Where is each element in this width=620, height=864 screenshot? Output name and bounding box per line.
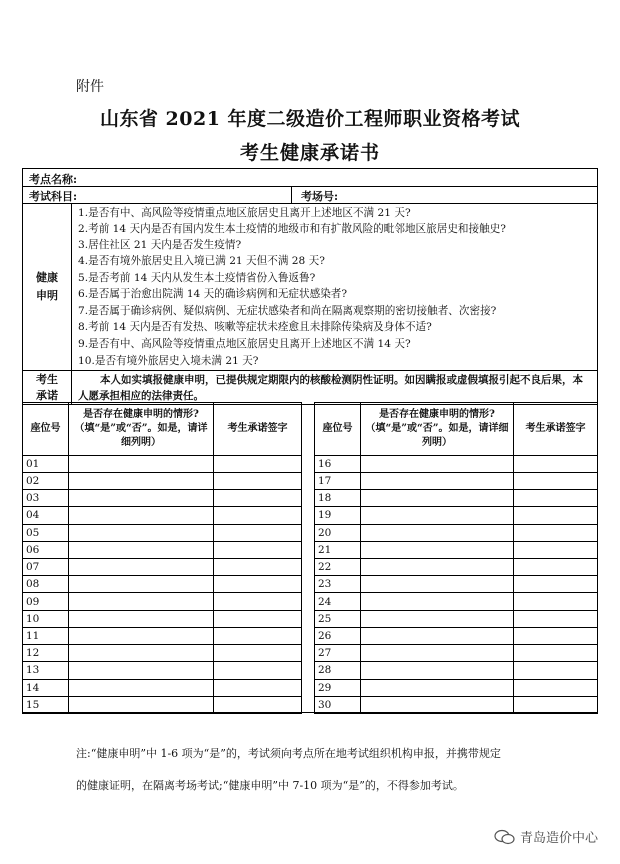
signature-cell[interactable]: [514, 576, 598, 593]
signature-header: 考生承诺签字: [214, 403, 302, 456]
signature-cell[interactable]: [214, 627, 302, 644]
status-cell[interactable]: [361, 541, 514, 558]
status-cell[interactable]: [69, 576, 214, 593]
seat-number: 03: [23, 490, 69, 507]
question-10: 10.是否有境外旅居史入境未满 21 天?: [78, 355, 259, 367]
seat-number: 27: [315, 645, 361, 662]
table-row: [23, 593, 302, 610]
exam-site-label: 考点名称:: [29, 173, 78, 186]
table-row: [23, 645, 302, 662]
status-cell[interactable]: [69, 455, 214, 472]
subject-room-row: [23, 187, 597, 204]
signature-table-left: [22, 402, 302, 714]
signature-cell[interactable]: [514, 507, 598, 524]
signature-cell[interactable]: [214, 593, 302, 610]
seat-number: 13: [23, 662, 69, 679]
health-questions: [71, 204, 597, 370]
seat-number: 15: [23, 696, 69, 713]
table-row: [315, 541, 598, 558]
seat-number: 16: [315, 455, 361, 472]
document-subtitle: 考生健康承诺书: [239, 142, 380, 164]
signature-cell[interactable]: [214, 679, 302, 696]
table-row: [23, 541, 302, 558]
seat-number: 14: [23, 679, 69, 696]
table-row: [23, 507, 302, 524]
seat-number: 10: [23, 610, 69, 627]
table-row: [315, 679, 598, 696]
signature-cell[interactable]: [214, 541, 302, 558]
health-declaration-section: [23, 204, 597, 371]
status-cell[interactable]: [361, 524, 514, 541]
status-cell[interactable]: [69, 472, 214, 489]
seat-number: 28: [315, 662, 361, 679]
footnote-line1: 注:“健康申明”中 1-6 项为“是”的，考试须向考点所在地考试组织机构申报，并携带规定: [76, 747, 501, 760]
signature-cell[interactable]: [214, 455, 302, 472]
status-cell[interactable]: [361, 696, 514, 713]
seat-number: 20: [315, 524, 361, 541]
question-9: 9.是否有中、高风险等疫情重点地区旅居史且离开上述地区不满 14 天?: [78, 338, 411, 350]
status-cell[interactable]: [69, 627, 214, 644]
watermark: [494, 827, 598, 846]
subject-room-divider: [291, 187, 292, 203]
seat-header: 座位号: [315, 403, 361, 456]
health-label-line2: 申明: [36, 289, 58, 302]
signature-table-right: [314, 402, 598, 714]
seat-number: 24: [315, 593, 361, 610]
exam-site-row: [23, 169, 597, 187]
table-row: [23, 576, 302, 593]
table-row: [23, 627, 302, 644]
seat-number: 09: [23, 593, 69, 610]
question-7: 7.是否属于确诊病例、疑似病例、无症状感染者和尚在隔离观察期的密切接触者、次密接?: [78, 305, 497, 317]
signature-cell[interactable]: [214, 490, 302, 507]
seat-number: 01: [23, 455, 69, 472]
status-cell[interactable]: [69, 524, 214, 541]
signature-cell[interactable]: [514, 593, 598, 610]
status-cell[interactable]: [361, 507, 514, 524]
status-header: 是否存在健康申明的情形?（填“是”或“否”。如是，请详细列明）: [69, 403, 214, 456]
status-cell[interactable]: [69, 696, 214, 713]
health-pledge-form: [22, 168, 598, 713]
table-row: [315, 490, 598, 507]
seat-number: 30: [315, 696, 361, 713]
table-row: [23, 662, 302, 679]
seat-number: 08: [23, 576, 69, 593]
status-cell[interactable]: [361, 679, 514, 696]
question-5: 5.是否考前 14 天内从发生本土疫情省份入鲁返鲁?: [78, 272, 316, 284]
signature-cell[interactable]: [514, 679, 598, 696]
watermark-text: 青岛造价中心: [519, 831, 598, 846]
status-cell[interactable]: [69, 507, 214, 524]
document-title: 山东省 2021 年度二级造价工程师职业资格考试: [99, 108, 521, 130]
status-cell[interactable]: [361, 627, 514, 644]
table-row: [23, 524, 302, 541]
status-cell[interactable]: [69, 541, 214, 558]
wechat-icon: [494, 829, 516, 845]
signature-cell[interactable]: [514, 524, 598, 541]
status-header: 是否存在健康申明的情形?（填“是”或“否”。如是，请详细列明）: [361, 403, 514, 456]
health-declaration-label: [23, 204, 71, 370]
status-cell[interactable]: [361, 558, 514, 575]
seat-number: 21: [315, 541, 361, 558]
table-row: [315, 558, 598, 575]
status-cell[interactable]: [361, 610, 514, 627]
status-cell[interactable]: [361, 455, 514, 472]
signature-cell[interactable]: [514, 490, 598, 507]
signature-cell[interactable]: [514, 472, 598, 489]
table-row: [23, 610, 302, 627]
table-row: [315, 645, 598, 662]
signature-cell[interactable]: [514, 610, 598, 627]
status-cell[interactable]: [69, 662, 214, 679]
signature-cell[interactable]: [214, 696, 302, 713]
table-row: [315, 455, 598, 472]
table-row: [23, 472, 302, 489]
status-cell[interactable]: [69, 593, 214, 610]
seat-number: 22: [315, 558, 361, 575]
status-cell[interactable]: [69, 645, 214, 662]
table-row: [315, 576, 598, 593]
signature-cell[interactable]: [514, 627, 598, 644]
signature-cell[interactable]: [214, 558, 302, 575]
pledge-statement: 本人如实填报健康申明，已提供规定期限内的核酸检测阴性证明。如因瞒报或虚假填报引起不良后果，本人愿承担相应的法律责任。: [78, 374, 583, 402]
seat-number: 11: [23, 627, 69, 644]
table-row: [23, 679, 302, 696]
status-cell[interactable]: [69, 679, 214, 696]
seat-number: 29: [315, 679, 361, 696]
question-8: 8.考前 14 天内是否有发热、咳嗽等症状未痊愈且未排除传染病及身体不适?: [78, 321, 432, 333]
room-label: 考场号:: [301, 190, 339, 203]
pledge-label-line1: 考生: [36, 372, 58, 386]
health-label-line1: 健康: [36, 271, 58, 284]
signature-cell[interactable]: [514, 455, 598, 472]
signature-cell[interactable]: [514, 696, 598, 713]
seat-number: 18: [315, 490, 361, 507]
question-3: 3.居住社区 21 天内是否发生疫情?: [78, 239, 242, 251]
signature-cell[interactable]: [214, 507, 302, 524]
signature-cell[interactable]: [214, 662, 302, 679]
seat-number: 23: [315, 576, 361, 593]
seat-number: 25: [315, 610, 361, 627]
signature-cell[interactable]: [214, 576, 302, 593]
question-2: 2.考前 14 天内是否有国内发生本土疫情的地级市和有扩散风险的毗邻地区旅居史和接触史?: [78, 223, 506, 235]
status-cell[interactable]: [361, 593, 514, 610]
subject-label: 考试科目:: [29, 190, 78, 203]
signature-cell[interactable]: [214, 524, 302, 541]
seat-number: 17: [315, 472, 361, 489]
seat-number: 05: [23, 524, 69, 541]
table-row: [315, 507, 598, 524]
signature-cell[interactable]: [214, 472, 302, 489]
seat-number: 12: [23, 645, 69, 662]
table-row: [315, 472, 598, 489]
question-4: 4.是否有境外旅居史且入境已满 21 天但不满 28 天?: [78, 255, 325, 267]
signature-cell[interactable]: [514, 541, 598, 558]
seat-number: 07: [23, 558, 69, 575]
table-row: [23, 558, 302, 575]
seat-number: 19: [315, 507, 361, 524]
table-row: [315, 610, 598, 627]
signature-header: 考生承诺签字: [514, 403, 598, 456]
question-6: 6.是否属于治愈出院满 14 天的确诊病例和无症状感染者?: [78, 288, 348, 300]
status-cell[interactable]: [69, 610, 214, 627]
seat-header: 座位号: [23, 403, 69, 456]
status-cell[interactable]: [69, 490, 214, 507]
table-row: [23, 696, 302, 713]
seat-number: 04: [23, 507, 69, 524]
status-cell[interactable]: [361, 662, 514, 679]
question-1: 1.是否有中、高风险等疫情重点地区旅居史且离开上述地区不满 21 天?: [78, 207, 411, 219]
table-row: [315, 662, 598, 679]
table-row: [23, 490, 302, 507]
seat-number: 06: [23, 541, 69, 558]
pledge-text: [71, 371, 597, 404]
seat-number: 02: [23, 472, 69, 489]
footnote-line2: 的健康证明，在隔离考场考试;“健康申明”中 7-10 项为“是”的，不得参加考试。: [76, 779, 464, 792]
table-row: [23, 455, 302, 472]
table-row: [315, 696, 598, 713]
table-row: [315, 524, 598, 541]
pledge-label: [23, 371, 71, 404]
status-cell[interactable]: [69, 558, 214, 575]
status-cell[interactable]: [361, 490, 514, 507]
pledge-label-line2: 承诺: [36, 388, 58, 402]
signature-cell[interactable]: [514, 645, 598, 662]
pledge-section: [23, 371, 597, 405]
seat-number: 26: [315, 627, 361, 644]
table-row: [315, 593, 598, 610]
signature-cell[interactable]: [514, 558, 598, 575]
signature-cell[interactable]: [514, 662, 598, 679]
status-cell[interactable]: [361, 645, 514, 662]
signature-cell[interactable]: [214, 645, 302, 662]
status-cell[interactable]: [361, 576, 514, 593]
status-cell[interactable]: [361, 472, 514, 489]
signature-cell[interactable]: [214, 610, 302, 627]
table-row: [315, 627, 598, 644]
annex-label: 附件: [76, 79, 104, 95]
